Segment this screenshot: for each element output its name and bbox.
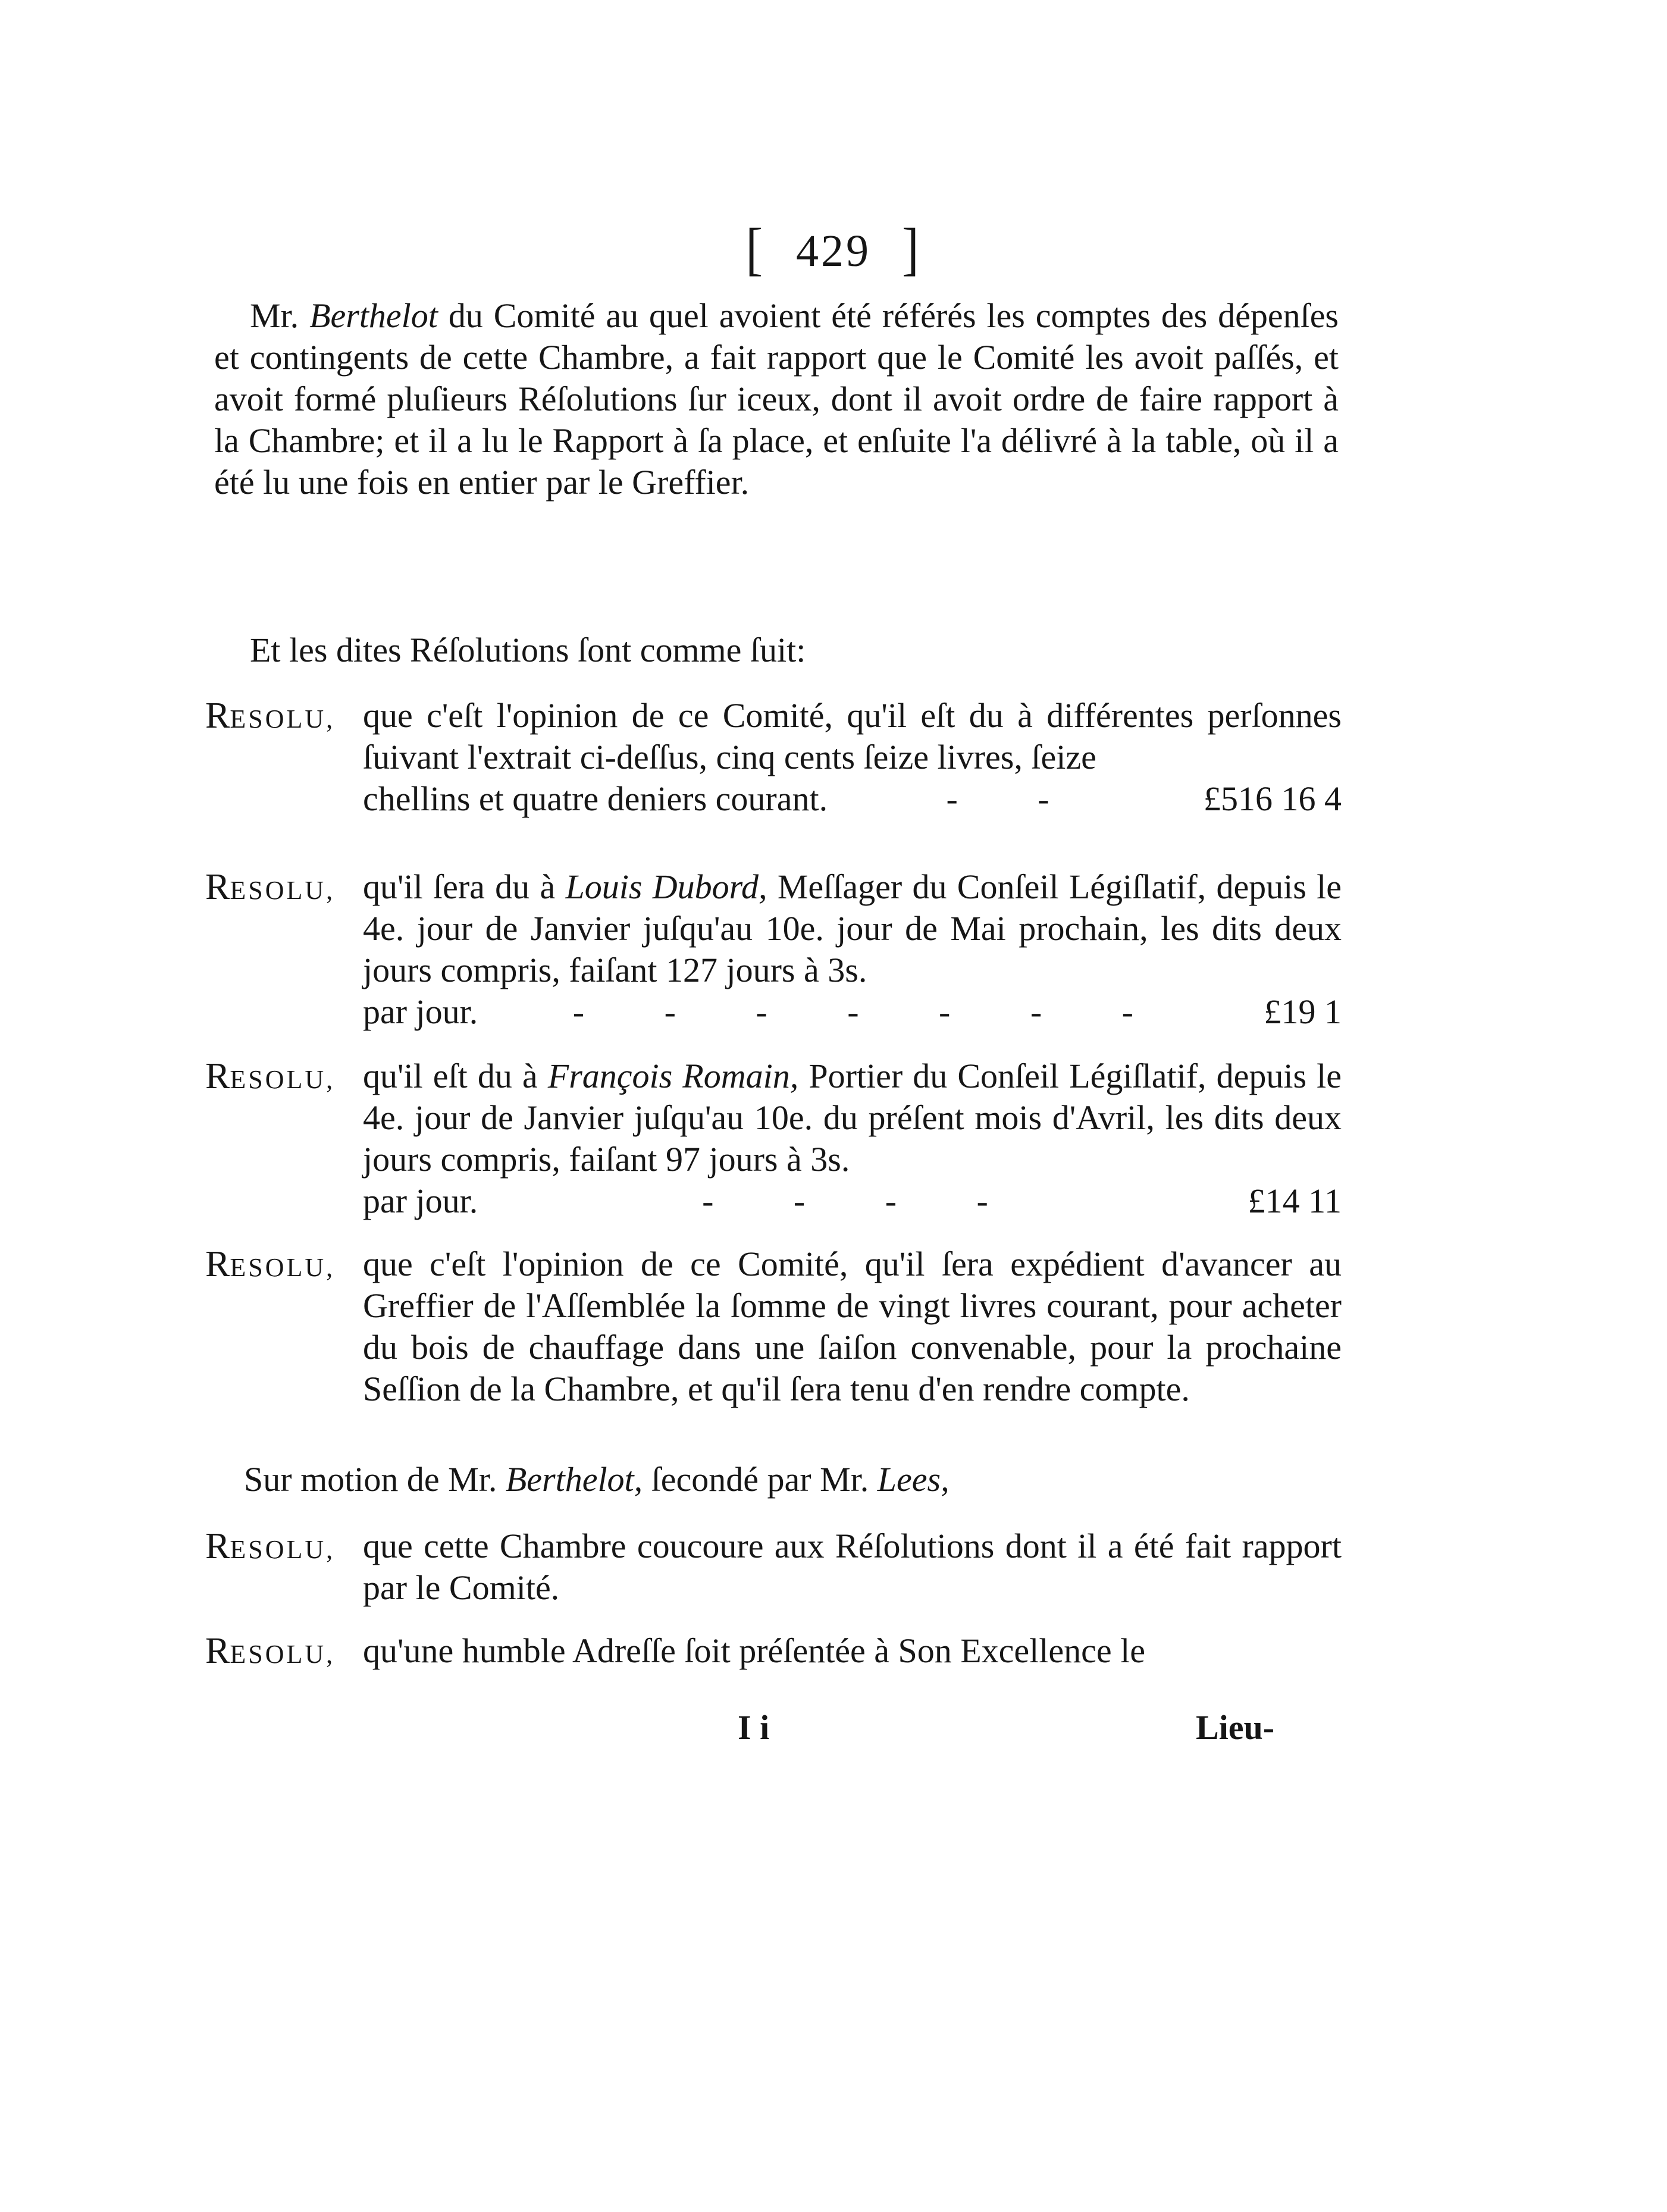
resolution-last-line: par jour. — [363, 992, 478, 1031]
resolution-amount: £19 1 — [1264, 992, 1342, 1031]
amount-line — [363, 778, 1342, 820]
signature-mark: I i — [738, 1708, 770, 1747]
catchword: Lieu- — [1196, 1708, 1275, 1747]
resolution-last-line: par jour. — [363, 1182, 478, 1220]
motion-mover: Berthelot, — [505, 1460, 643, 1499]
resolution-text: que c'eſt l'opinion de ce Comité, qu'il eſt du à différentes perſonnes ſuivant l'extrait ci-deſſus, cinq cents ſeize livres, ſeize — [363, 696, 1342, 776]
resolution-label: RESOLU, — [205, 695, 336, 736]
motion-pre: Sur motion de Mr. — [244, 1460, 497, 1499]
motion-line — [244, 1459, 950, 1500]
resolution-text: que c'eſt l'opinion de ce Comité, qu'il ſera expédient d'avancer au Greffier de l'Aſſemblée la ſomme de vingt livres courant, pour acheter du bois de chauffage dans une ſaiſon convenable, pour la prochaine Seſſion de la Chambre, et qu'il ſera tenu d'en rendre compte. — [363, 1245, 1342, 1408]
resolution-2 — [205, 866, 1342, 1033]
resolution-body — [205, 866, 1342, 1033]
resolution-body — [205, 1055, 1342, 1222]
close-bracket: ] — [902, 215, 922, 282]
open-bracket: [ — [745, 215, 765, 282]
resolution-label: RESOLU, — [205, 1526, 336, 1566]
motion-seconder: Lees, — [877, 1460, 950, 1499]
resolution-pre: qu'il eſt du à — [363, 1057, 538, 1095]
resolutions-intro: Et les dites Réſolutions ſont comme ſuit: — [250, 631, 806, 669]
resolution-body — [205, 1525, 1342, 1609]
resolution-text: que cette Chambre coucoure aux Réſolutions dont il a été fait rapport par le Comité. — [363, 1527, 1342, 1607]
resolution-4 — [205, 1243, 1342, 1410]
resolution-body — [205, 1630, 1342, 1672]
resolution-3 — [205, 1055, 1342, 1222]
resolution-text: Meſſager du Conſeil Légiſlatif, depuis le 4e. jour de Janvier juſqu'au 10e. jour de Mai prochain, les dits deux jours compris, faiſant 127 jours à 3s. — [363, 867, 1342, 989]
resolution-6 — [205, 1630, 1342, 1672]
leader-dashes: - - - - - - - — [572, 992, 1169, 1031]
resolution-1 — [205, 695, 1342, 820]
resolution-body — [205, 695, 1342, 820]
intro-text: du Comité au quel avoient été référés les comptes des dépenſes et contingents de cette Chambre, a fait rapport que le Comité les avoit paſſés, et avoit formé pluſieurs Réſolutions ſur iceux, dont il avoit ordre de faire rapport à la Chambre; et il a lu le Rapport à ſa place, et enſuite l'a délivré à la table, où il a été lu une fois en entier par le Greffier. — [214, 296, 1339, 502]
resolution-label: RESOLU, — [205, 1056, 336, 1096]
resolution-body — [205, 1243, 1342, 1410]
page-number-value: 429 — [796, 226, 871, 276]
resolution-pre: qu'il ſera du à — [363, 867, 556, 906]
resolution-person-name: Louis Dubord, — [565, 867, 767, 906]
amount-line — [363, 991, 1342, 1033]
resolution-amount: £14 11 — [1248, 1182, 1342, 1220]
resolution-text: Portier du Conſeil Légiſlatif, depuis le 4e. jour de Janvier juſqu'au 10e. du préſent mois d'Avril, les dits deux jours compris, faiſant 97 jours à 3s. — [363, 1057, 1342, 1179]
motion-mid: ſecondé par Mr. — [651, 1460, 869, 1499]
resolution-text: qu'une humble Adreſſe ſoit préſentée à Son Excellence le — [363, 1631, 1145, 1670]
intro-paragraph — [214, 295, 1339, 503]
page-number — [0, 215, 1667, 282]
amount-line — [363, 1180, 1342, 1222]
intro-name: Berthelot — [309, 296, 438, 335]
resolution-person-name: François Romain, — [547, 1057, 799, 1095]
resolution-label: RESOLU, — [205, 1631, 336, 1671]
resolution-last-line: chellins et quatre deniers courant. — [363, 779, 828, 818]
resolution-amount: £516 16 4 — [1204, 779, 1342, 818]
intro-prefix: Mr. — [250, 296, 299, 335]
resolution-5 — [205, 1525, 1342, 1609]
resolution-label: RESOLU, — [205, 867, 336, 907]
resolution-label: RESOLU, — [205, 1244, 336, 1284]
leader-dashes: - - — [946, 779, 1085, 818]
leader-dashes: - - - - — [702, 1182, 1024, 1220]
